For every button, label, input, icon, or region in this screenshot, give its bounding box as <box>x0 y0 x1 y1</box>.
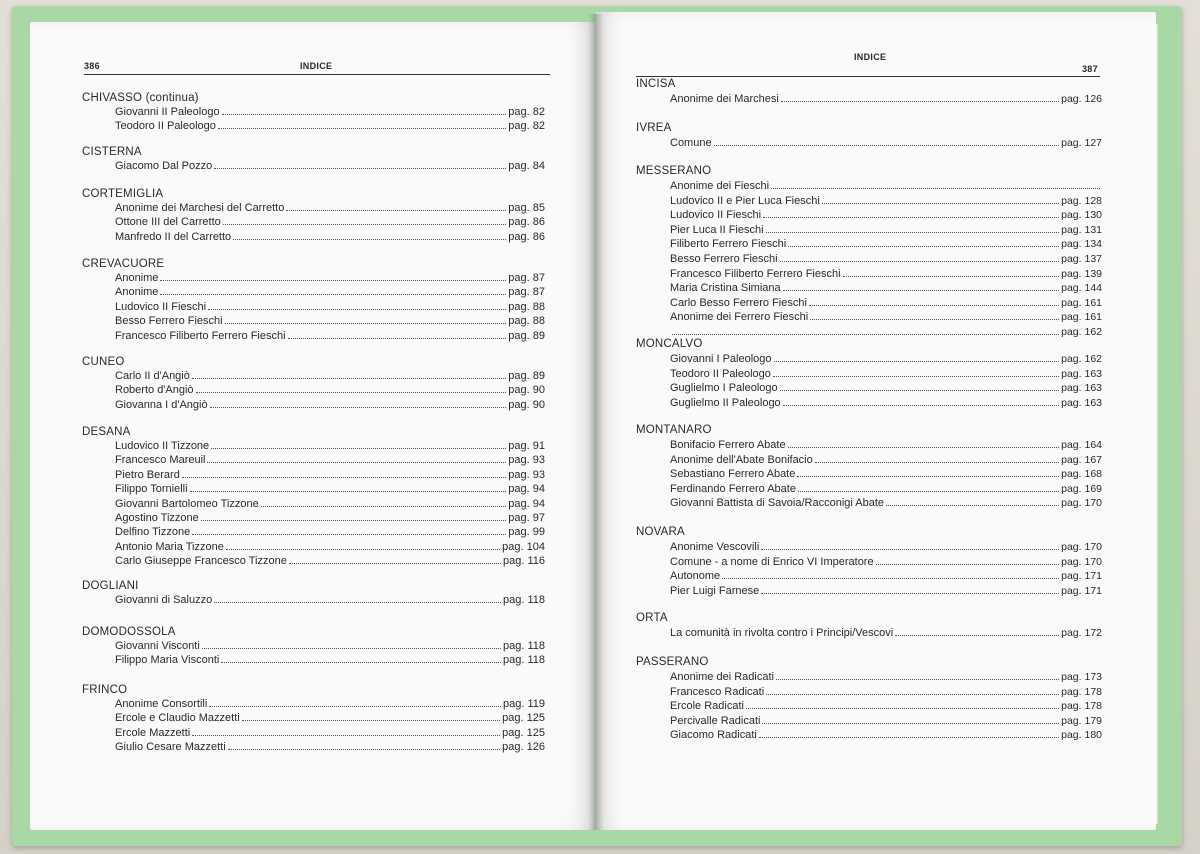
dot-leader <box>207 462 506 463</box>
dot-leader <box>192 735 500 736</box>
index-entry <box>670 209 1102 221</box>
page-number: 387 <box>1082 64 1098 74</box>
index-entry <box>670 224 1102 236</box>
index-entry <box>115 216 545 228</box>
index-entry <box>115 594 545 606</box>
dot-leader <box>160 294 506 295</box>
entry-name: Anonime dei Marchesi del Carretto <box>115 202 285 214</box>
entry-name: Antonio Maria Tizzone <box>115 540 224 553</box>
index-entry <box>670 671 1102 683</box>
entry-page: pag. 91 <box>508 440 545 452</box>
index-entry <box>115 454 545 466</box>
entry-page: pag. 161 <box>1061 311 1102 324</box>
index-entry <box>670 700 1102 712</box>
dot-leader <box>214 168 506 169</box>
entry-page: pag. 93 <box>508 454 545 467</box>
index-entry <box>670 570 1102 582</box>
entry-page: pag. 90 <box>508 384 545 397</box>
dot-leader <box>788 447 1060 448</box>
section-title: CUNEO <box>82 356 125 368</box>
entry-page: pag. 170 <box>1061 541 1102 553</box>
dot-leader <box>843 276 1060 277</box>
dot-leader <box>781 101 1059 102</box>
dot-leader <box>226 549 500 550</box>
index-entry <box>670 686 1102 698</box>
entry-name: Francesco Filiberto Ferrero Fieschi <box>670 267 841 280</box>
section-title: CREVACUORE <box>82 258 165 270</box>
index-entry <box>115 120 545 132</box>
dot-leader <box>289 563 501 564</box>
header-rule <box>636 76 1100 77</box>
entry-name: Roberto d'Angiò <box>115 384 194 397</box>
section-title: CHIVASSO (continua) <box>82 92 199 104</box>
dot-leader <box>776 679 1059 680</box>
entry-page: pag. 88 <box>508 300 545 313</box>
entry-name: Carlo Besso Ferrero Fieschi <box>670 296 807 309</box>
section-title: NOVARA <box>636 526 685 538</box>
dot-leader <box>210 407 507 408</box>
index-entry <box>115 469 545 481</box>
entry-page: pag. 118 <box>502 654 545 667</box>
entry-page: pag. 169 <box>1061 482 1102 495</box>
entry-name: Filiberto Ferrero Fieschi <box>670 238 787 251</box>
index-entry <box>115 202 545 214</box>
index-entry <box>670 397 1102 409</box>
entry-page: pag. 163 <box>1061 367 1102 380</box>
entry-name: Anonime dell'Abate Bonifacio <box>670 453 813 466</box>
entry-page: pag. 172 <box>1061 627 1102 639</box>
entry-name: Ercole e Claudio Mazzetti <box>115 712 240 725</box>
entry-page: pag. 99 <box>508 526 545 539</box>
entry-page: pag. 161 <box>1061 296 1102 309</box>
entry-page: pag. 179 <box>1061 714 1102 727</box>
entry-name: Besso Ferrero Fieschi <box>115 315 223 328</box>
entry-name: Maria Cristina Simiana <box>670 282 781 295</box>
dot-leader <box>182 477 506 478</box>
dot-leader <box>815 462 1059 463</box>
index-entry <box>115 106 545 118</box>
dot-leader <box>223 224 507 225</box>
entry-page: pag. 119 <box>502 698 545 710</box>
entry-page: pag. 86 <box>508 230 545 243</box>
section-title: MONCALVO <box>636 338 703 350</box>
dot-leader <box>886 505 1059 506</box>
page-header: INDICE <box>854 52 887 62</box>
entry-page: pag. 171 <box>1061 584 1102 597</box>
dot-leader <box>797 476 1059 477</box>
entry-page: pag. 82 <box>508 120 545 133</box>
index-entry <box>115 384 545 396</box>
dot-leader <box>228 749 501 750</box>
entry-page: pag. 162 <box>1061 326 1102 338</box>
dot-leader <box>714 145 1060 146</box>
entry-name: Pier Luigi Farnese <box>670 584 760 597</box>
index-entry <box>115 712 545 724</box>
entry-page: pag. 134 <box>1061 238 1102 251</box>
index-entry <box>115 654 545 666</box>
section-title: DESANA <box>82 426 131 438</box>
entry-name: Guglielmo II Paleologo <box>670 396 781 409</box>
index-entry <box>670 311 1102 323</box>
entry-page: pag. 85 <box>508 202 545 214</box>
entry-name: Sebastiano Ferrero Abate <box>670 468 796 481</box>
entry-page: pag. 89 <box>508 329 545 342</box>
entry-name: Anonime dei Fieschi <box>670 180 770 192</box>
entry-name: Pier Luca II Fieschi <box>670 223 764 236</box>
dot-leader <box>895 635 1059 636</box>
entry-name: Ercole Radicati <box>670 700 744 713</box>
dot-leader <box>221 662 501 663</box>
entry-page: pag. 126 <box>1061 93 1102 105</box>
index-entry <box>115 727 545 739</box>
entry-page: pag. 94 <box>508 483 545 496</box>
section-title: DOGLIANI <box>82 580 139 592</box>
index-entry <box>115 286 545 298</box>
index-entry <box>670 585 1102 597</box>
entry-page: pag. 139 <box>1061 267 1102 280</box>
dot-leader <box>192 378 506 379</box>
index-entry <box>115 330 545 342</box>
entry-page: pag. 104 <box>502 540 545 553</box>
entry-page: pag. 127 <box>1061 137 1102 149</box>
dot-leader <box>780 390 1060 391</box>
entry-page: pag. 131 <box>1061 223 1102 236</box>
entry-page: pag. 125 <box>502 712 545 725</box>
entry-name: Bonifacio Ferrero Abate <box>670 439 786 451</box>
entry-name: Carlo II d'Angiò <box>115 370 190 382</box>
index-entry <box>115 526 545 538</box>
entry-name: Carlo Giuseppe Francesco Tizzone <box>115 555 287 568</box>
dot-leader <box>286 210 506 211</box>
entry-name: Giulio Cesare Mazzetti <box>115 741 226 754</box>
index-entry <box>670 439 1102 451</box>
dot-leader <box>722 578 1059 579</box>
index-entry <box>115 301 545 313</box>
index-entry <box>670 137 1102 149</box>
entry-page: pag. 137 <box>1061 253 1102 265</box>
spine-shadow <box>588 14 604 830</box>
entry-page: pag. 118 <box>502 594 545 606</box>
page-number: 386 <box>84 61 100 71</box>
index-entry <box>670 353 1102 365</box>
entry-name: Ludovico II Fieschi <box>670 209 762 222</box>
section-title: FRINCO <box>82 684 128 696</box>
index-entry <box>670 468 1102 480</box>
dot-leader <box>766 232 1060 233</box>
entry-name: Anonime dei Ferrero Fieschi <box>670 311 809 324</box>
entry-name: Giacomo Dal Pozzo <box>115 160 213 172</box>
dot-leader <box>192 534 506 535</box>
entry-page: pag. 164 <box>1061 439 1102 451</box>
dot-leader <box>810 319 1059 320</box>
index-entry <box>670 497 1102 509</box>
entry-page: pag. 118 <box>502 640 545 652</box>
entry-name: Ferdinando Ferrero Abate <box>670 482 796 495</box>
index-entry <box>115 272 545 284</box>
index-entry <box>670 282 1102 294</box>
index-entry <box>115 399 545 411</box>
dot-leader <box>202 648 501 649</box>
entry-page: pag. 178 <box>1061 685 1102 698</box>
entry-name: Guglielmo I Paleologo <box>670 382 778 395</box>
entry-name: Giacomo Radicati <box>670 729 757 742</box>
entry-name: Anonime dei Marchesi <box>670 93 779 105</box>
entry-name: Percivalle Radicati <box>670 714 761 727</box>
entry-name: Ludovico II Fieschi <box>115 300 207 313</box>
dot-leader <box>759 737 1059 738</box>
entry-name: Comune - a nome di Enrico VI Imperatore <box>670 555 874 568</box>
entry-name: Pietro Berard <box>115 468 180 481</box>
index-entry <box>115 741 545 753</box>
entry-page: pag. 178 <box>1061 700 1102 713</box>
dot-leader <box>822 203 1059 204</box>
entry-name: Anonime dei Radicati <box>670 671 774 683</box>
entry-name: Anonime Vescovili <box>670 541 760 553</box>
dot-leader <box>773 376 1059 377</box>
dot-leader <box>672 334 1059 335</box>
entry-name: Manfredo II del Carretto <box>115 230 232 243</box>
entry-page: pag. 171 <box>1061 570 1102 583</box>
entry-name: Comune <box>670 137 712 149</box>
index-entry <box>670 268 1102 280</box>
entry-page: pag. 86 <box>508 216 545 229</box>
section-title: IVREA <box>636 122 672 134</box>
entry-page: pag. 87 <box>508 286 545 299</box>
dot-leader <box>774 361 1060 362</box>
dot-leader <box>788 246 1059 247</box>
dot-leader <box>218 128 506 129</box>
entry-page: pag. 84 <box>508 160 545 172</box>
entry-page: pag. 173 <box>1061 671 1102 683</box>
entry-page: pag. 167 <box>1061 453 1102 466</box>
dot-leader <box>780 261 1060 262</box>
entry-name: Francesco Radicati <box>670 685 765 698</box>
entry-name: Anonime <box>115 286 159 299</box>
index-entry <box>115 440 545 452</box>
entry-name: Ludovico II Tizzone <box>115 440 210 452</box>
dot-leader <box>201 520 507 521</box>
entry-name: Autonome <box>670 570 721 583</box>
entry-name: Ludovico II e Pier Luca Fieschi <box>670 194 820 207</box>
entry-name: Giovanni Visconti <box>115 640 200 652</box>
dot-leader <box>746 708 1059 709</box>
dot-leader <box>222 114 507 115</box>
index-entry <box>670 297 1102 309</box>
section-title: DOMODOSSOLA <box>82 626 176 638</box>
index-entry <box>670 238 1102 250</box>
dot-leader <box>242 720 500 721</box>
entry-page: pag. 170 <box>1061 555 1102 568</box>
dot-leader <box>288 338 507 339</box>
entry-name: Agostino Tizzone <box>115 512 199 524</box>
index-entry <box>670 483 1102 495</box>
index-entry <box>670 627 1102 639</box>
index-entry <box>115 512 545 524</box>
entry-name: La comunità in rivolta contro i Principi/Vescovi <box>670 627 894 639</box>
section-title: MESSERANO <box>636 165 712 177</box>
header-rule <box>84 74 550 75</box>
entry-name: Giovanna I d'Angiò <box>115 398 208 411</box>
dot-leader <box>809 305 1059 306</box>
entry-name: Filippo Maria Visconti <box>115 654 220 667</box>
entry-name: Giovanni Bartolomeo Tizzone <box>115 497 259 510</box>
entry-name: Anonime Consortili <box>115 698 208 710</box>
dot-leader <box>876 564 1060 565</box>
index-entry <box>670 382 1102 394</box>
entry-page: pag. 90 <box>508 398 545 411</box>
entry-page: pag. 163 <box>1061 382 1102 395</box>
entry-name: Giovanni II Paleologo <box>115 106 220 118</box>
right-page <box>596 12 1156 830</box>
section-title: ORTA <box>636 612 668 624</box>
dot-leader <box>211 448 506 449</box>
entry-page: pag. 180 <box>1061 729 1102 742</box>
entry-name: Giovanni I Paleologo <box>670 353 772 365</box>
index-entry <box>670 454 1102 466</box>
dot-leader <box>761 593 1059 594</box>
entry-name: Teodoro II Paleologo <box>670 367 771 380</box>
index-entry <box>115 541 545 553</box>
index-entry <box>115 231 545 243</box>
dot-leader <box>225 323 507 324</box>
dot-leader <box>766 694 1059 695</box>
index-entry <box>115 555 545 567</box>
index-entry <box>670 195 1102 207</box>
entry-page: pag. 126 <box>502 741 545 754</box>
entry-page: pag. 82 <box>508 106 545 118</box>
entry-page: pag. 93 <box>508 468 545 481</box>
index-entry <box>115 698 545 710</box>
section-title: CORTEMIGLIA <box>82 188 164 200</box>
entry-page: pag. 163 <box>1061 396 1102 409</box>
index-entry <box>670 253 1102 265</box>
dot-leader <box>783 405 1059 406</box>
dot-leader <box>771 188 1100 189</box>
dot-leader <box>208 309 506 310</box>
entry-page: pag. 94 <box>508 497 545 510</box>
index-entry <box>670 729 1102 741</box>
index-entry <box>670 368 1102 380</box>
entry-name: Filippo Tornielli <box>115 483 188 496</box>
entry-name: Teodoro II Paleologo <box>115 120 216 133</box>
entry-name: Ottone III del Carretto <box>115 216 221 229</box>
entry-name: Francesco Filiberto Ferrero Fieschi <box>115 329 286 342</box>
dot-leader <box>190 491 507 492</box>
dot-leader <box>160 280 506 281</box>
entry-name: Giovanni di Saluzzo <box>115 594 213 606</box>
dot-leader <box>233 239 506 240</box>
section-title: PASSERANO <box>636 656 709 668</box>
entry-page: pag. 128 <box>1061 194 1102 207</box>
index-entry <box>670 180 1102 192</box>
dot-leader <box>261 506 507 507</box>
dot-leader <box>209 706 501 707</box>
dot-leader <box>196 392 507 393</box>
dot-leader <box>783 290 1059 291</box>
index-entry <box>115 483 545 495</box>
entry-name: Anonime <box>115 272 159 284</box>
entry-name: Delfino Tizzone <box>115 526 191 539</box>
index-entry <box>670 556 1102 568</box>
entry-name: Besso Ferrero Fieschi <box>670 253 778 265</box>
index-entry <box>670 93 1102 105</box>
entry-page: pag. 170 <box>1061 497 1102 510</box>
entry-page: pag. 97 <box>508 512 545 524</box>
entry-name: Ercole Mazzetti <box>115 726 191 739</box>
entry-page: pag. 144 <box>1061 282 1102 295</box>
index-entry <box>115 160 545 172</box>
entry-page: pag. 162 <box>1061 353 1102 365</box>
page-header: INDICE <box>300 61 333 71</box>
entry-page: pag. 89 <box>508 370 545 382</box>
entry-page: pag. 88 <box>508 315 545 328</box>
entry-name: Giovanni Battista di Savoia/Racconigi Abate <box>670 497 885 510</box>
entry-page: pag. 168 <box>1061 468 1102 481</box>
index-entry <box>115 370 545 382</box>
entry-page: pag. 130 <box>1061 209 1102 222</box>
index-entry <box>115 640 545 652</box>
index-entry <box>670 715 1102 727</box>
section-title: CISTERNA <box>82 146 142 158</box>
section-title: INCISA <box>636 78 676 90</box>
index-entry <box>115 498 545 510</box>
dot-leader <box>798 491 1059 492</box>
index-entry <box>670 326 1102 338</box>
index-entry <box>115 315 545 327</box>
dot-leader <box>214 602 501 603</box>
dot-leader <box>762 723 1059 724</box>
entry-page: pag. 125 <box>502 726 545 739</box>
index-entry <box>670 541 1102 553</box>
section-title: MONTANARO <box>636 424 712 436</box>
entry-name: Francesco Mareuil <box>115 454 206 467</box>
left-page <box>30 22 595 830</box>
entry-page: pag. 116 <box>502 555 545 568</box>
entry-page: pag. 87 <box>508 272 545 284</box>
dot-leader <box>761 549 1059 550</box>
dot-leader <box>763 217 1059 218</box>
